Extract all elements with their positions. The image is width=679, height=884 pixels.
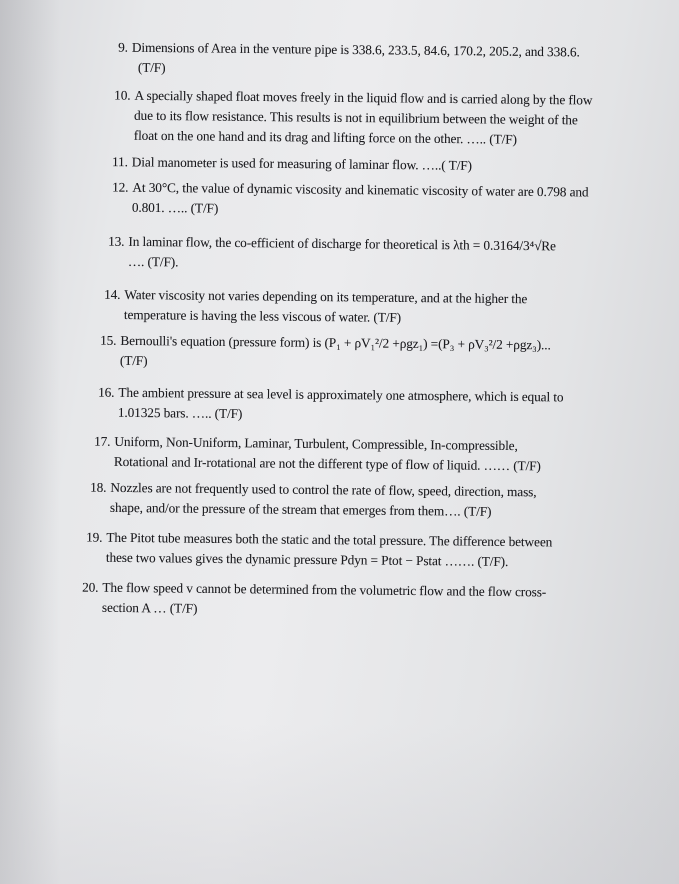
question-number: 11. [111,154,128,170]
question-text: shape, and/or the pressure of the stream that emerges from them…. (T/F) [109,499,492,519]
question-number: 12. [112,179,129,195]
question-number: 17. [94,433,111,449]
question-9 [118,38,580,83]
question-text: Bernoulli's equation (pressure form) is (P₁ + ρV₁²/2 +ρgz₁) =(P₃ + ρV₃²/2 +ρgz₃)... [120,332,551,353]
question-text: The ambient pressure at sea level is approximately one atmosphere, which is equal to [118,384,564,405]
question-text: Uniform, Non-Uniform, Laminar, Turbulent, Compressible, In-compressible, [114,433,518,454]
question-20 [82,578,546,623]
question-text: At 30°C, the value of dynamic viscosity and kinematic viscosity of water are 0.798 and [132,179,589,200]
question-text: (T/F) [119,352,148,369]
question-text: Water viscosity not varies depending on its temperature, and at the higher the [124,286,528,307]
question-13 [108,232,556,277]
question-number: 20. [82,579,99,595]
question-text: Dimensions of Area in the venture pipe is 338.6, 233.5, 84.6, 170.2, 205.2, and 338.6. [131,39,580,60]
question-number: 18. [90,479,107,495]
question-text: Nozzles are not frequently used to control the rate of flow, speed, direction, mass, [110,479,537,500]
question-text: these two values gives the dynamic pressure Pdyn = Ptot − Pstat ……. (T/F). [105,549,509,569]
question-number: 9. [118,39,128,55]
question-18 [90,478,537,523]
question-text: temperature is having the less viscous of water. (T/F) [123,306,402,325]
question-text: …. (T/F). [127,253,179,270]
question-14 [104,285,528,329]
question-number: 19. [86,529,103,545]
question-number: 13. [108,233,125,249]
question-text: The flow speed v cannot be determined from the volumetric flow and the flow cross- [102,579,547,600]
question-17 [94,432,541,477]
question-number: 15. [100,332,117,348]
question-text: 1.01325 bars. ….. (T/F) [117,404,243,422]
question-text: (T/F) [137,59,166,76]
question-11 [112,152,472,176]
question-text: section A … (T/F) [101,599,198,616]
question-text: The Pitot tube measures both the static and the total pressure. The difference between [106,529,553,550]
question-text: Dial manometer is used for measuring of laminar flow. …..( T/F) [131,154,472,173]
page-shadow-bottom [0,724,679,884]
question-text: In laminar flow, the co-efficient of discharge for theoretical is λth = 0.3164/3⁴√Re [128,233,556,254]
question-10 [114,85,593,150]
question-15 [100,331,551,376]
question-text: 0.801. ….. (T/F) [131,199,219,216]
question-12 [112,178,589,223]
question-text: due to its flow resistance. This results is not in equilibrium between the weight of the [133,107,578,128]
question-19 [86,528,553,573]
question-text: Rotational and Ir-rotational are not the different type of flow of liquid. …… (T/F) [113,453,541,474]
question-text: A specially shaped float moves freely in the liquid flow and is carried along by the flow [134,87,593,108]
question-text: float on the one hand and its drag and lifting force on the other. ….. (T/F) [133,127,517,147]
question-16 [98,383,564,428]
question-number: 16. [98,384,115,400]
question-number: 10. [114,87,131,103]
question-number: 14. [104,286,121,302]
